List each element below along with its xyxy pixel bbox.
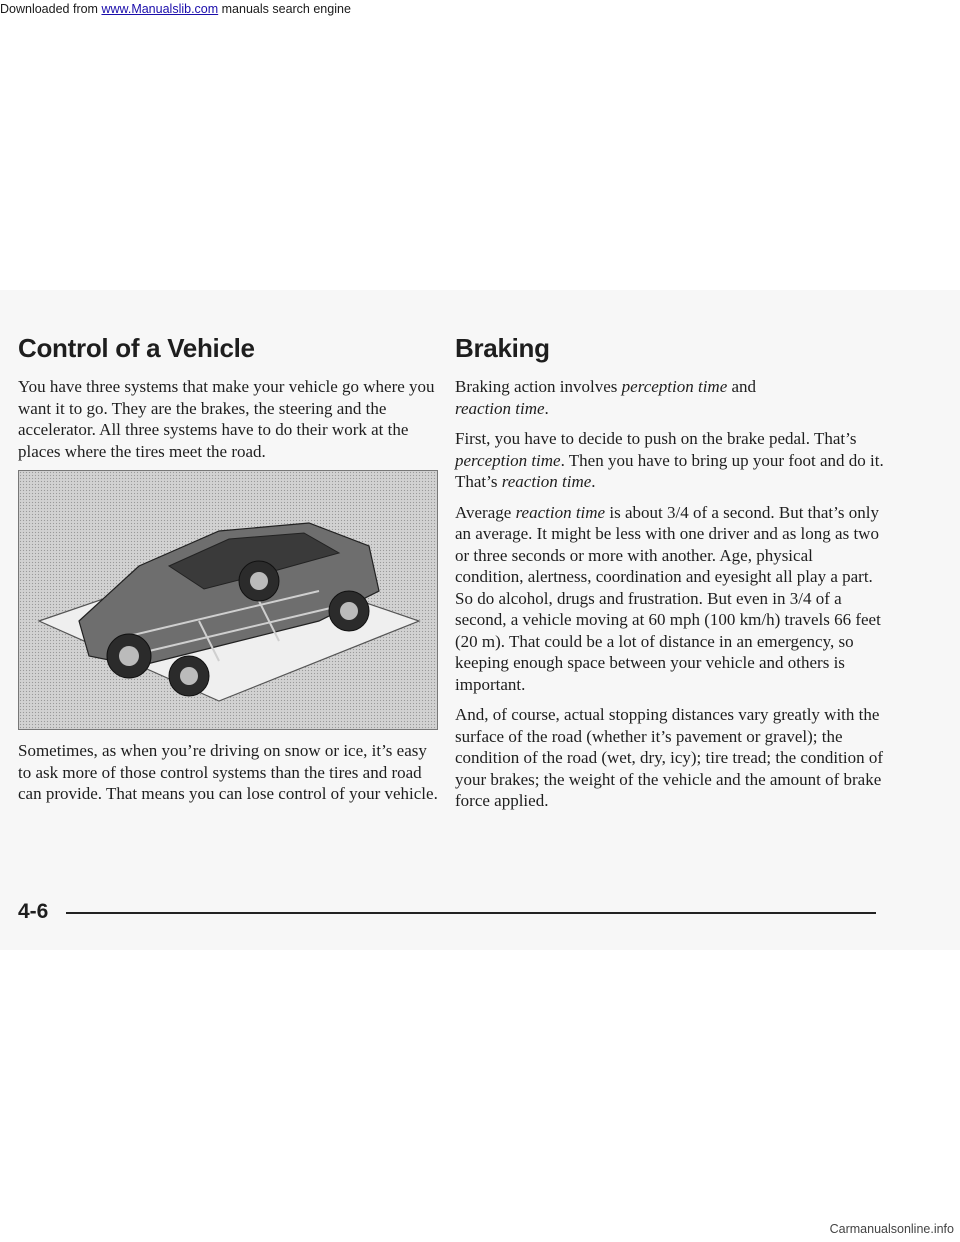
footer-rule xyxy=(66,912,876,914)
section-heading-control: Control of a Vehicle xyxy=(18,333,255,363)
download-banner xyxy=(0,2,960,20)
braking-paragraph-2: First, you have to decide to push on the brake pedal. That’s perception time. Then you have to bring up your foot and do it. That’s reaction time. xyxy=(455,429,884,491)
left-column xyxy=(18,333,438,471)
watermark-banner xyxy=(0,1222,960,1240)
braking-paragraph-4: And, of course, actual stopping distances vary greatly with the surface of the road (whether it’s pavement or gravel); the condition of the road (wet, dry, icy); tire tread; the condition of your brakes; the weight of the vehicle and the amount of brake force applied. xyxy=(455,705,884,810)
page-footer xyxy=(18,900,878,928)
control-warning-paragraph: Sometimes, as when you’re driving on snow or ice, it’s easy to ask more of those control systems than the tires and road can provide. That means you can lose control of your vehicle. xyxy=(18,741,438,803)
banner-text: Downloaded from www.Manualslib.com manuals search engine xyxy=(0,2,351,16)
control-intro-paragraph: You have three systems that make your vehicle go where you want it to go. They are the brakes, the steering and the accelerator. All three systems have to do their work at the places where the tires meet the road. xyxy=(18,377,435,461)
braking-paragraph-1: Braking action involves perception time and reaction time. xyxy=(455,377,757,418)
braking-paragraph-3: Average reaction time is about 3/4 of a second. But that’s only an average. It might be less with one driver and as long as two or three seconds or more with another. Age, physical condition, alertness, coordination and eyesight all play a part. So do alcohol, drugs and frustration. But even in 3/4 of a second, a vehicle moving at 60 mph (100 km/h) travels 66 feet (20 m). That could be a lot of distance in an emergency, so keeping enough space between your vehicle and others is important. xyxy=(455,502,881,694)
section-heading-braking: Braking xyxy=(455,333,550,363)
page-number: 4-6 xyxy=(18,900,49,923)
manualslib-link[interactable]: www.Manualslib.com xyxy=(101,2,219,16)
carmanualsonline-watermark: Carmanualsonline.info xyxy=(829,1222,954,1236)
left-column-bottom xyxy=(18,740,438,814)
right-column xyxy=(455,333,885,821)
vehicle-illustration xyxy=(18,470,438,730)
car-on-road-illustration xyxy=(19,471,437,729)
